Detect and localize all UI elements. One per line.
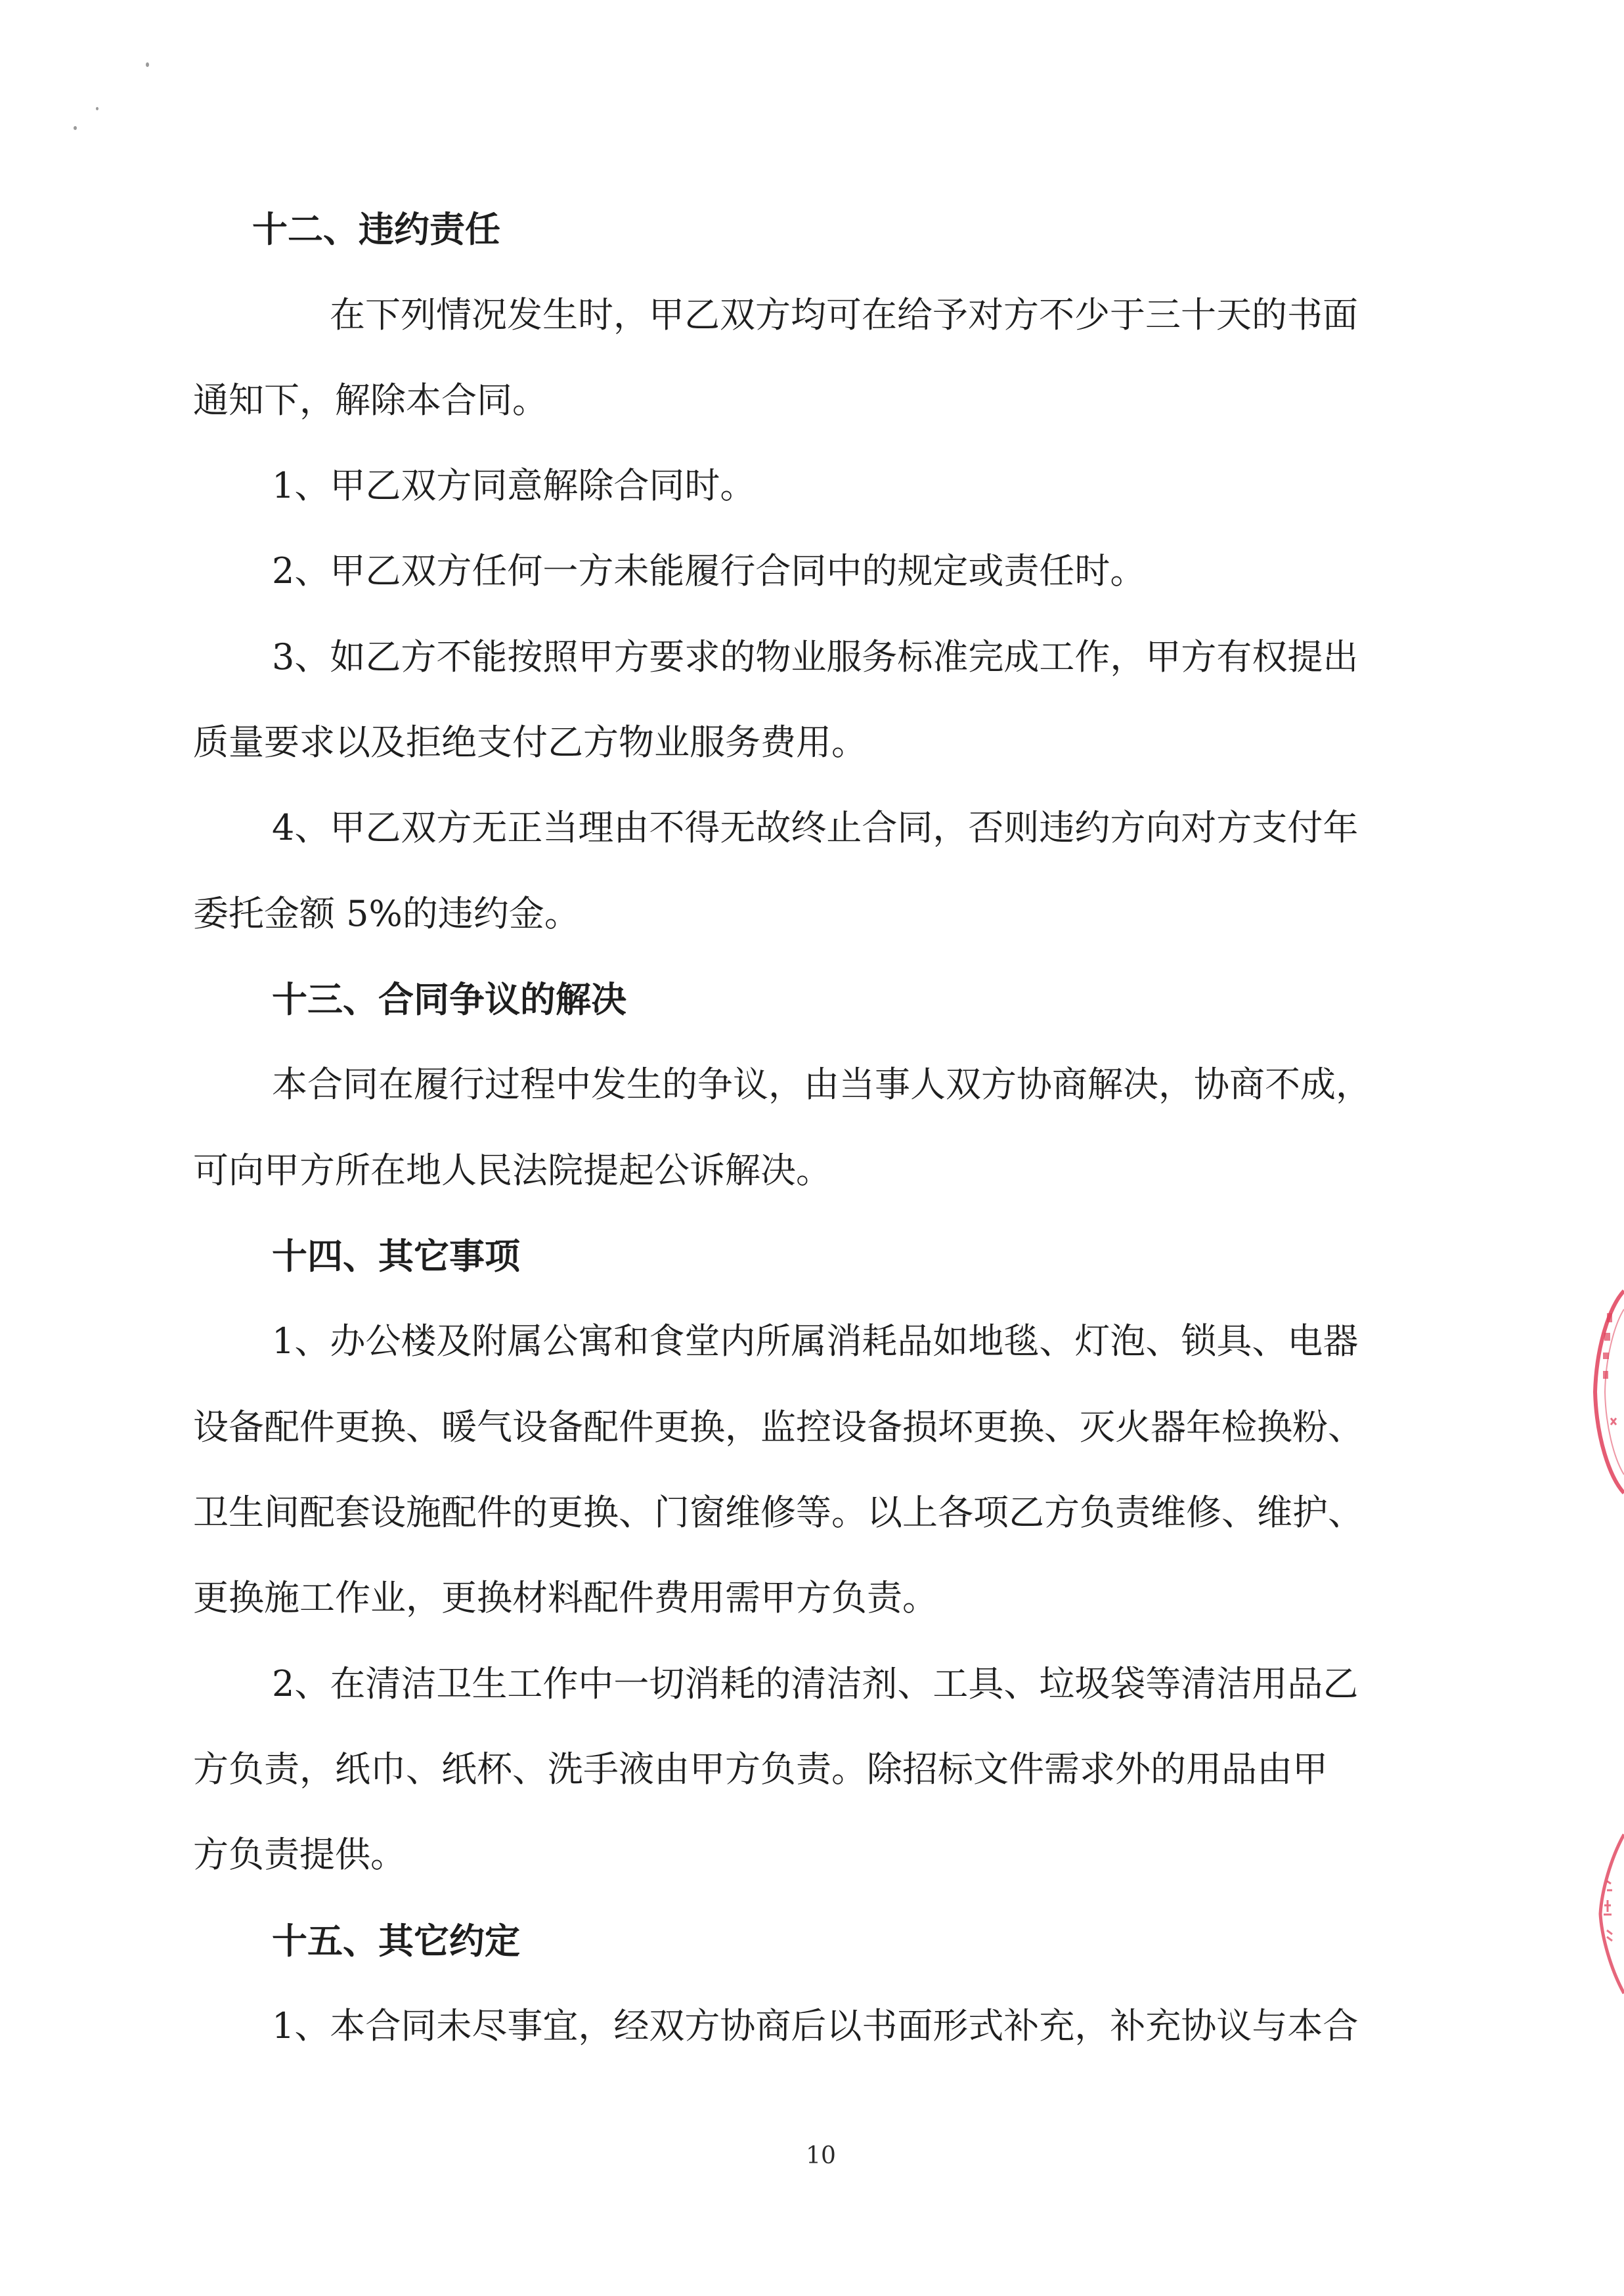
- section-heading-13: 十三、合同争议的解决: [272, 978, 626, 1020]
- paragraph-line: 1、甲乙双方同意解除合同时。: [272, 465, 756, 506]
- page-number: 10: [806, 2142, 836, 2169]
- scan-speck: [74, 126, 77, 130]
- paragraph-line: 1、本合同未尽事宜，经双方协商后以书面形式补充，补充协议与本合: [272, 2005, 1359, 2047]
- paragraph-line: 本合同在履行过程中发生的争议，由当事人双方协商解决，协商不成，: [272, 1064, 1371, 1105]
- paragraph-line: 2、甲乙双方任何一方未能履行合同中的规定或责任时。: [272, 550, 1146, 592]
- scan-speck: [96, 107, 99, 110]
- paragraph-line: 委托金额 5%的违约金。: [193, 893, 580, 934]
- paragraph-line: 1、办公楼及附属公寓和食堂内所属消耗品如地毯、灯泡、锁具、电器: [272, 1320, 1359, 1362]
- seal-fragment-lower: [1585, 1832, 1624, 1996]
- paragraph-line: 卫生间配套设施配件的更换、门窗维修等。以上各项乙方负责维修、维护、: [193, 1492, 1363, 1533]
- paragraph-line: 方负责提供。: [193, 1834, 406, 1875]
- section-heading-12: 十二、违约责任: [252, 208, 500, 250]
- paragraph-line: 4、甲乙双方无正当理由不得无故终止合同，否则违约方向对方支付年: [272, 807, 1359, 848]
- section-heading-14: 十四、其它事项: [272, 1235, 520, 1277]
- seal-fragment-upper: [1587, 1287, 1624, 1497]
- paragraph-line: 更换施工作业，更换材料配件费用需甲方负责。: [193, 1577, 938, 1618]
- paragraph-line: 方负责，纸巾、纸杯、洗手液由甲方负责。除招标文件需求外的用品由甲: [193, 1748, 1328, 1790]
- section-heading-15: 十五、其它约定: [272, 1920, 520, 1962]
- paragraph-line: 设备配件更换、暖气设备配件更换，监控设备损坏更换、灭火器年检换粉、: [193, 1406, 1363, 1448]
- paragraph-line: 质量要求以及拒绝支付乙方物业服务费用。: [193, 722, 867, 763]
- paragraph-line: 可向甲方所在地人民法院提起公诉解决。: [193, 1150, 831, 1191]
- paragraph-line: 在下列情况发生时，甲乙双方均可在给予对方不少于三十天的书面: [330, 294, 1358, 336]
- paragraph-line: 2、在清洁卫生工作中一切消耗的清洁剂、工具、垃圾袋等清洁用品乙: [272, 1663, 1359, 1704]
- paragraph-line: 通知下，解除本合同。: [193, 379, 548, 421]
- scan-speck: [146, 62, 149, 67]
- paragraph-line: 3、如乙方不能按照甲方要求的物业服务标准完成工作，甲方有权提出: [272, 636, 1359, 678]
